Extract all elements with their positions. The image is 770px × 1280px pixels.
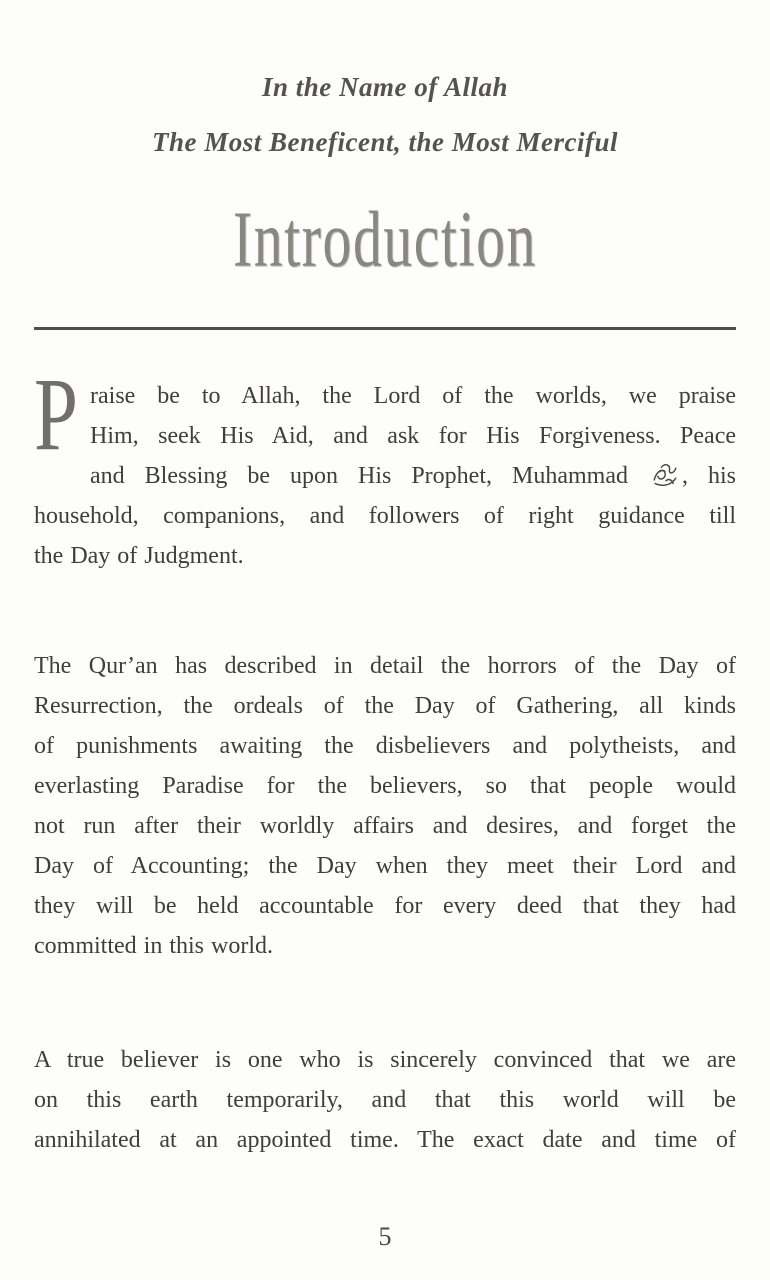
body-text-line: household, companions, and followers of right guidance till: [34, 503, 736, 529]
body-text-line: raise be to Allah, the Lord of the worlds, we praise: [90, 383, 736, 409]
body-text-line: A true believer is one who is sincerely convinced that we are: [34, 1047, 736, 1073]
body-text-line: Resurrection, the ordeals of the Day of Gathering, all kinds: [34, 693, 736, 719]
body-text-line: committed in this world.: [34, 933, 273, 959]
drop-cap-letter: P: [34, 357, 78, 472]
chapter-title-wrap: [34, 193, 736, 285]
chapter-title: Introduction: [233, 195, 537, 283]
body-text-line: [34, 456, 736, 496]
body-text-line: annihilated at an appointed time. The exact date and time of: [34, 1127, 736, 1153]
body-text-segment: , his: [682, 463, 737, 489]
body-text-line: on this earth temporarily, and that this world will be: [34, 1087, 736, 1113]
paragraph-1: [34, 357, 737, 576]
paragraph-3: [34, 1040, 736, 1160]
page-number: 5: [378, 1222, 392, 1251]
body-text-line: of punishments awaiting the disbelievers and polytheists, and: [34, 733, 736, 759]
body-text-line: Day of Accounting; the Day when they meet their Lord and: [34, 853, 736, 879]
sallallahu-alayhi-wa-sallam-icon: [650, 461, 680, 488]
body-text-line: The Qur’an has described in detail the horrors of the Day of: [34, 653, 736, 679]
paragraph-2: [34, 646, 736, 966]
bismillah-header: [34, 70, 736, 159]
divider-rule: [34, 327, 736, 330]
bismillah-line-1: In the Name of Allah: [261, 72, 509, 102]
bismillah-line-2: The Most Beneficent, the Most Merciful: [152, 127, 618, 157]
body-text-segment: and Blessing be upon His Prophet, Muhammad: [90, 463, 628, 489]
body-text-line: Him, seek His Aid, and ask for His Forgiveness. Peace: [90, 423, 736, 449]
body-text-line: not run after their worldly affairs and desires, and forget the: [34, 813, 736, 839]
body-text-line: they will be held accountable for every deed that they had: [34, 893, 736, 919]
body-text-line: the Day of Judgment.: [34, 543, 244, 569]
body-text-line: everlasting Paradise for the believers, so that people would: [34, 773, 736, 799]
